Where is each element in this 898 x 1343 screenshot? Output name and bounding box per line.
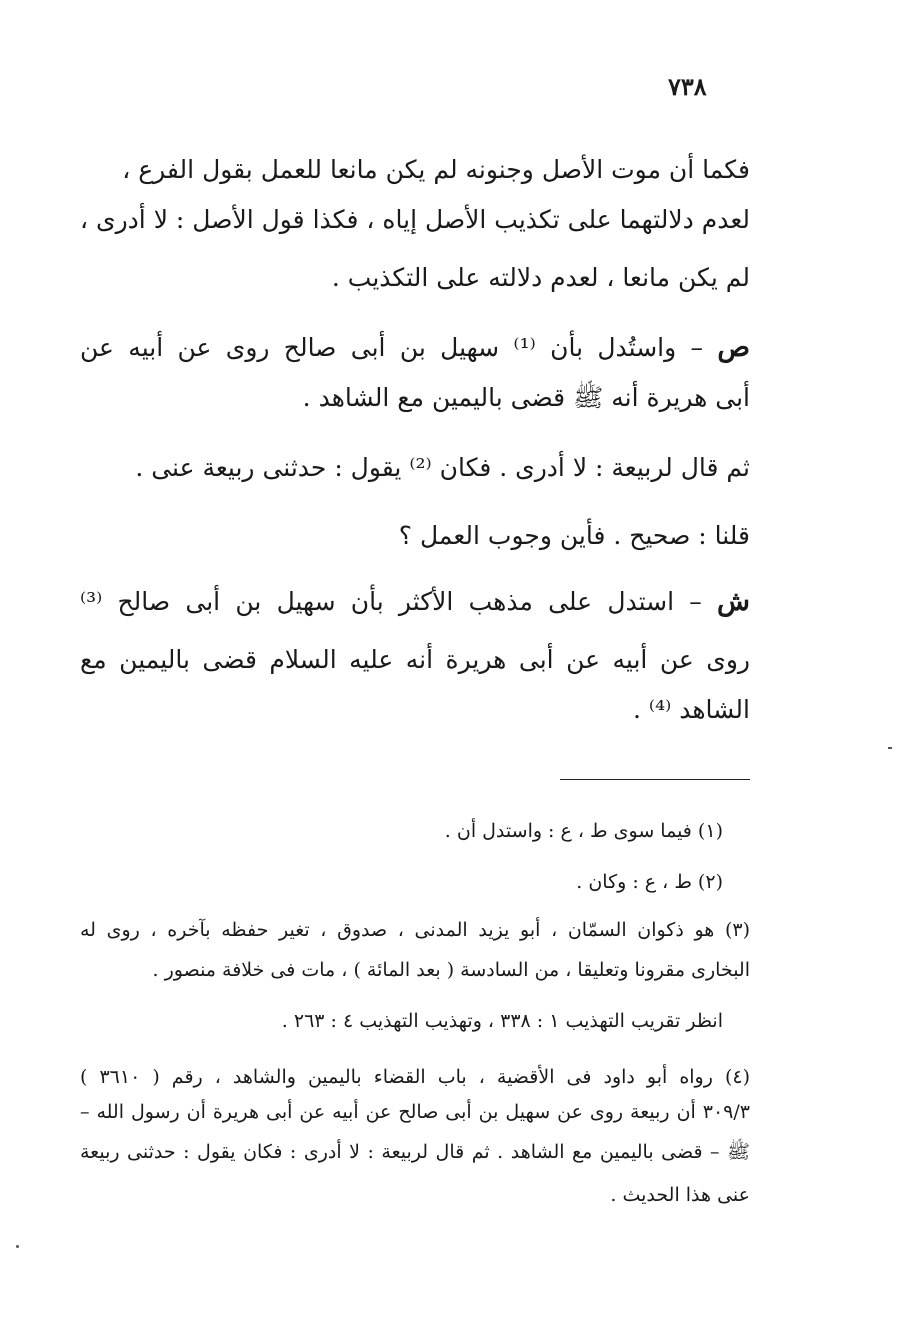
footnote-4-line: عنى هذا الحديث .	[610, 1184, 750, 1206]
body-line: لم يكن مانعا ، لعدم دلالته على التكذيب .	[331, 263, 750, 292]
footnote-3-line: انظر تقريب التهذيب ١ : ٣٣٨ ، وتهذيب التهذيب ٤ : ٢٦٣ .	[281, 1010, 723, 1032]
section-label-shin: ش	[717, 586, 750, 617]
page-number: ٧٣٨	[668, 72, 707, 101]
footnote-1: (١) فيما سوى ط ، ع : واستدل أن .	[444, 820, 723, 842]
body-line: فكما أن موت الأصل وجنونه لم يكن مانعا للعمل بقول الفرع ،	[122, 155, 750, 184]
section-label-sad: ص	[717, 332, 750, 363]
footnote-4-line: ٣٠٩/٣ أن ربيعة روى عن سهيل بن أبى صالح عن أبيه عن أبى هريرة أن رسول الله –	[80, 1101, 750, 1123]
scan-speck	[16, 1245, 19, 1248]
footnote-3-line: البخارى مقرونا وتعليقا ، من السادسة ( بعد المائة ) ، مات فى خلافة منصور .	[152, 959, 750, 981]
body-line	[80, 328, 750, 368]
scan-speck	[888, 747, 892, 749]
body-line: ثم قال لربيعة : لا أدرى . فكان ⁽²⁾ يقول : حدثنى ربيعة عنى .	[135, 453, 750, 482]
footnote-3-line: (٣) هو ذكوان السمّان ، أبو يزيد المدنى ، صدوق ، تغير حفظه بآخره ، روى له	[80, 919, 750, 941]
body-line-text: – واستُدل بأن ⁽¹⁾ سهيل بن أبى صالح روى عن أبيه عن	[80, 333, 703, 362]
body-line-text: – استدل على مذهب الأكثر بأن سهيل بن أبى صالح ⁽³⁾	[80, 587, 702, 616]
footnote-4-line: ﷺ – قضى باليمين مع الشاهد . ثم قال لربيعة : لا أدرى : فكان يقول : حدثنى ربيعة	[80, 1141, 750, 1163]
body-line: قلنا : صحيح . فأين وجوب العمل ؟	[398, 521, 750, 550]
body-line: روى عن أبيه عن أبى هريرة أنه عليه السلام قضى باليمين مع	[80, 645, 750, 674]
body-line: الشاهد ⁽⁴⁾ .	[633, 695, 750, 724]
body-line	[80, 582, 750, 622]
footnote-separator	[560, 779, 750, 780]
body-line: لعدم دلالتهما على تكذيب الأصل إياه ، فكذا قول الأصل : لا أدرى ،	[80, 205, 750, 234]
body-line: أبى هريرة أنه ﷺ قضى باليمين مع الشاهد .	[302, 383, 750, 412]
footnote-2: (٢) ط ، ع : وكان .	[576, 871, 723, 893]
footnote-4-line: (٤) رواه أبو داود فى الأقضية ، باب القضاء باليمين والشاهد ، رقم ( ٣٦١٠ )	[80, 1066, 751, 1088]
